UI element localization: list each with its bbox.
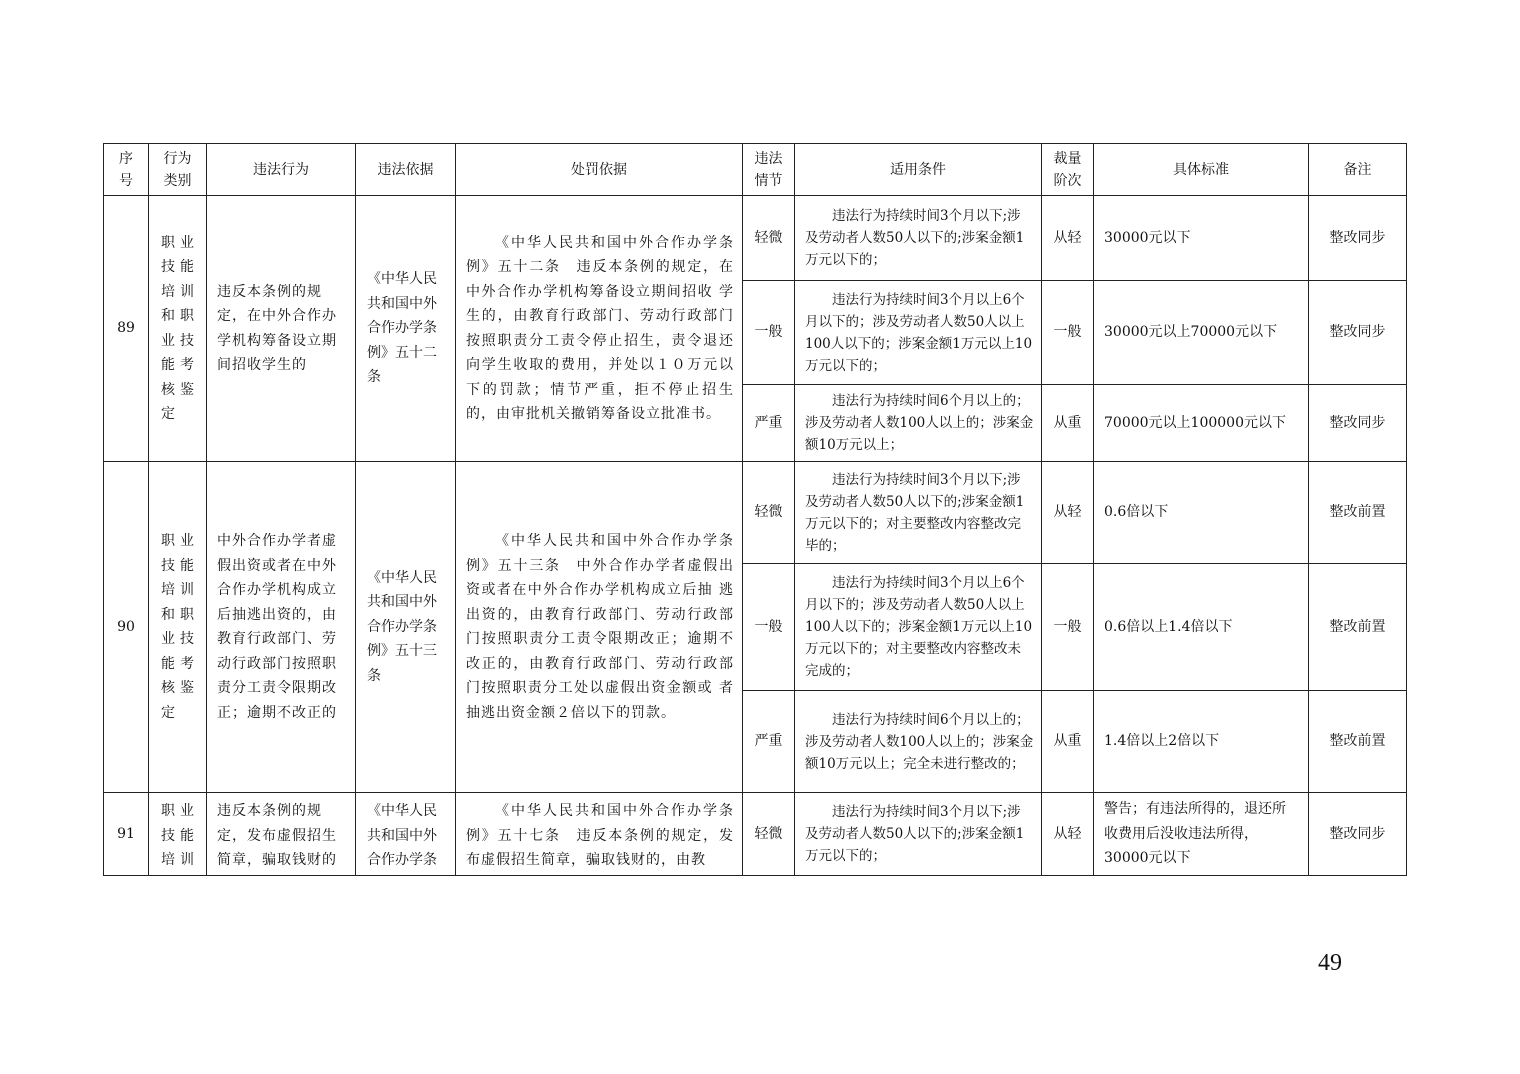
penalty-discretion-table — [103, 143, 1407, 876]
row-condition: 违法行为持续时间6个月以上的；涉及劳动者人数100人以上的；涉案金额10万元以上； — [795, 385, 1042, 462]
header-grade: 裁量 阶次 — [1042, 144, 1094, 196]
row-condition: 违法行为持续时间3个月以下;涉及劳动者人数50人以下的;涉案金额1万元以下的； — [795, 196, 1042, 281]
header-standard: 具体标准 — [1094, 144, 1309, 196]
entry-number: 89 — [104, 196, 149, 462]
entry-basis: 《中华人民共和国中外合作办学条例》五十三条 — [356, 462, 456, 793]
row-grade: 从轻 — [1042, 462, 1094, 564]
header-basis: 违法依据 — [356, 144, 456, 196]
row-grade: 一般 — [1042, 281, 1094, 385]
row-level: 一般 — [743, 281, 795, 385]
entry-basis: 《中华人民共和国中外合作办学条例》五十二条 — [356, 196, 456, 462]
row-condition: 违法行为持续时间6个月以上的；涉及劳动者人数100人以上的；涉案金额10万元以上；完全未进行整改的； — [795, 691, 1042, 793]
entry-behavior: 中外合作办学者虚假出资或者在中外合作办学机构成立后抽逃出资的，由教育行政部门、劳动行政部门按照职责分工责令限期改正；逾期不改正的 — [207, 462, 356, 793]
page-number: 49 — [1318, 950, 1342, 976]
row-remark: 整改前置 — [1309, 691, 1407, 793]
row-level: 严重 — [743, 691, 795, 793]
row-remark: 整改前置 — [1309, 564, 1407, 691]
row-level: 严重 — [743, 385, 795, 462]
entry-penalty-basis: 《中华人民共和国中外合作办学条例》五十二条 违反本条例的规定，在中外合作办学机构筹备设立期间招收 学生的，由教育行政部门、劳动行政部门按照职责分工责令停止招生，责令退还向学生收取的费用，并处以１０万元以下的罚款；情节严重，拒不停止招生的，由审批机关撤销筹备设立批准书。 — [456, 196, 743, 462]
row-standard: 30000元以上70000元以下 — [1094, 281, 1309, 385]
row-grade: 从重 — [1042, 691, 1094, 793]
table-row — [104, 793, 1407, 876]
entry-number: 91 — [104, 793, 149, 876]
table-row — [104, 462, 1407, 564]
entry-category: 职业技能培训和职业技能考核鉴定 — [149, 462, 207, 793]
header-seq: 序 号 — [104, 144, 149, 196]
header-category: 行为 类别 — [149, 144, 207, 196]
row-standard: 0.6倍以下 — [1094, 462, 1309, 564]
header-remark: 备注 — [1309, 144, 1407, 196]
entry-behavior: 违反本条例的规定，发布虚假招生简章，骗取钱财的 — [207, 793, 356, 876]
header-behavior: 违法行为 — [207, 144, 356, 196]
entry-penalty-basis: 《中华人民共和国中外合作办学条例》五十七条 违反本条例的规定，发布虚假招生简章，骗取钱财的，由教 — [456, 793, 743, 876]
row-grade: 从轻 — [1042, 196, 1094, 281]
row-condition: 违法行为持续时间3个月以上6个月以下的；涉及劳动者人数50人以上100人以下的；涉案金额1万元以上10万元以下的； — [795, 281, 1042, 385]
row-condition: 违法行为持续时间3个月以下;涉及劳动者人数50人以下的;涉案金额1万元以下的； — [795, 793, 1042, 876]
row-level: 轻微 — [743, 793, 795, 876]
row-grade: 从重 — [1042, 385, 1094, 462]
row-grade: 从轻 — [1042, 793, 1094, 876]
table-row — [104, 196, 1407, 281]
header-row — [104, 144, 1407, 196]
entry-category: 职业技能培训 — [149, 793, 207, 876]
entry-number: 90 — [104, 462, 149, 793]
row-remark: 整改同步 — [1309, 793, 1407, 876]
row-remark: 整改同步 — [1309, 385, 1407, 462]
header-penalty-basis: 处罚依据 — [456, 144, 743, 196]
header-condition: 适用条件 — [795, 144, 1042, 196]
row-standard: 70000元以上100000元以下 — [1094, 385, 1309, 462]
row-level: 一般 — [743, 564, 795, 691]
row-standard: 30000元以下 — [1094, 196, 1309, 281]
row-condition: 违法行为持续时间3个月以上6个月以下的；涉及劳动者人数50人以上100人以下的；涉案金额1万元以上10万元以下的；对主要整改内容整改未完成的； — [795, 564, 1042, 691]
header-circumstance: 违法 情节 — [743, 144, 795, 196]
entry-penalty-basis: 《中华人民共和国中外合作办学条例》五十三条 中外合作办学者虚假出资或者在中外合作办学机构成立后抽 逃出资的，由教育行政部门、劳动行政部门按照职责分工责令限期改正；逾期不改正的，由教育行政部门、劳动行政部门按照职责分工处以虚假出资金额或 者抽逃出资金额２倍以下的罚款。 — [456, 462, 743, 793]
row-standard: 警告；有违法所得的，退还所收费用后没收违法所得，30000元以下 — [1094, 793, 1309, 876]
row-remark: 整改前置 — [1309, 462, 1407, 564]
row-standard: 1.4倍以上2倍以下 — [1094, 691, 1309, 793]
row-condition: 违法行为持续时间3个月以下;涉及劳动者人数50人以下的;涉案金额1万元以下的；对主要整改内容整改完毕的； — [795, 462, 1042, 564]
row-level: 轻微 — [743, 462, 795, 564]
entry-basis: 《中华人民共和国中外合作办学条 — [356, 793, 456, 876]
row-standard: 0.6倍以上1.4倍以下 — [1094, 564, 1309, 691]
entry-behavior: 违反本条例的规定，在中外合作办学机构筹备设立期间招收学生的 — [207, 196, 356, 462]
row-level: 轻微 — [743, 196, 795, 281]
row-grade: 一般 — [1042, 564, 1094, 691]
entry-category: 职业技能培训和职业技能考核鉴定 — [149, 196, 207, 462]
row-remark: 整改同步 — [1309, 281, 1407, 385]
row-remark: 整改同步 — [1309, 196, 1407, 281]
